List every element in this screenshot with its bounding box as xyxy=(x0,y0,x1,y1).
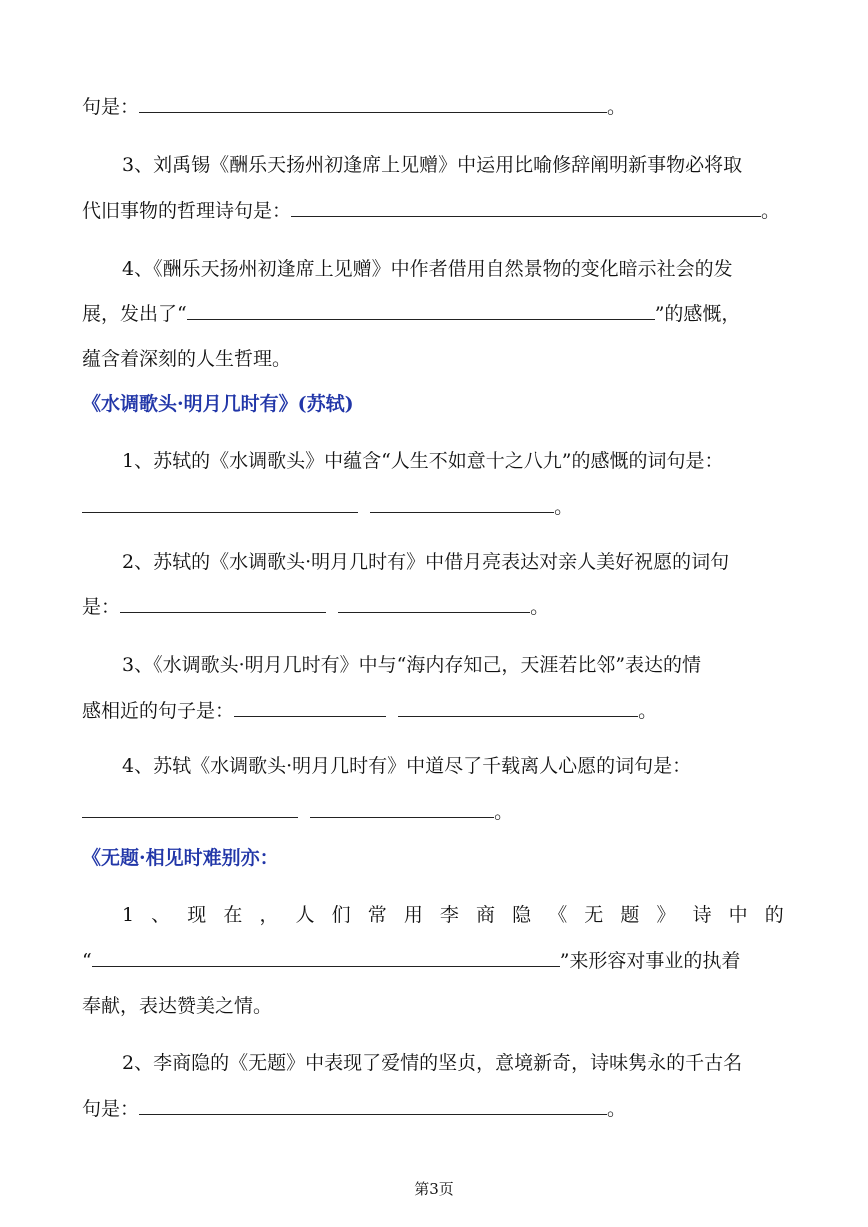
page-number: 第3页 xyxy=(414,1180,454,1198)
s2-q1-line2 xyxy=(82,494,784,520)
s2-q1-suffix: 。 xyxy=(554,496,574,518)
spaced-char: 、 xyxy=(151,904,171,926)
p3-line2 xyxy=(82,301,784,327)
p2-line2-suffix: 。 xyxy=(761,200,781,222)
answer-blank[interactable] xyxy=(291,198,761,217)
answer-blank[interactable] xyxy=(398,698,638,717)
s2-q3-suffix: 。 xyxy=(638,700,658,722)
spaced-char: 在 xyxy=(223,904,243,926)
s2-q3-prefix: 感相近的句子是： xyxy=(82,700,235,722)
spaced-char: 的 xyxy=(764,904,784,926)
spaced-char: 无 xyxy=(584,904,604,926)
p3-line1: 4、《酬乐天扬州初逢席上见赠》中作者借用自然景物的变化暗示社会的发 xyxy=(122,258,733,280)
spaced-char: 人 xyxy=(295,904,315,926)
s3-q2-line1: 2、李商隐的《无题》中表现了爱情的坚贞，意境新奇，诗味隽永的千古名 xyxy=(122,1052,743,1074)
spaced-char: 》 xyxy=(656,904,676,926)
s3-q1-suffix: ”来形容对事业的执着 xyxy=(559,950,741,972)
s3-q2-suffix: 。 xyxy=(607,1098,627,1120)
spaced-char: 中 xyxy=(728,904,748,926)
spaced-char: 用 xyxy=(403,904,423,926)
p1-line xyxy=(82,94,784,120)
s3-q1-line3: 奉献，表达赞美之情。 xyxy=(82,995,273,1017)
s2-q2-prefix: 是： xyxy=(82,596,121,618)
p3-line2-suffix: ”的感慨， xyxy=(654,303,741,325)
spaced-char: 商 xyxy=(476,904,496,926)
s3-q2-line2 xyxy=(82,1096,784,1122)
answer-blank[interactable] xyxy=(338,594,530,613)
answer-blank[interactable] xyxy=(82,799,298,818)
s2-q3-line2 xyxy=(82,698,784,724)
s2-q4-line2 xyxy=(82,799,784,825)
answer-blank[interactable] xyxy=(310,799,494,818)
s2-q4-suffix: 。 xyxy=(494,801,514,823)
p3-line3: 蕴含着深刻的人生哲理。 xyxy=(82,348,292,370)
s3-q2-prefix: 句是： xyxy=(82,1098,140,1120)
section-heading-shuidiaogetou: 《水调歌头·明月几时有》(苏轼) xyxy=(82,393,354,415)
answer-blank[interactable] xyxy=(82,494,358,513)
p2-line1: 3、刘禹锡《酬乐天扬州初逢席上见赠》中运用比喻修辞阐明新事物必将取 xyxy=(122,154,743,176)
p2-line2 xyxy=(82,198,784,224)
spaced-char: 现 xyxy=(187,904,207,926)
s2-q2-suffix: 。 xyxy=(530,596,550,618)
s2-q3-line1: 3、《水调歌头·明月几时有》中与“海内存知己，天涯若比邻”表达的情 xyxy=(122,654,702,676)
answer-blank[interactable] xyxy=(139,94,607,113)
s3-q1-prefix: “ xyxy=(82,950,92,972)
p1-suffix: 。 xyxy=(607,96,627,118)
s2-q1-line1: 1、苏轼的《水调歌头》中蕴含“人生不如意十之八九”的感慨的词句是： xyxy=(122,450,724,472)
answer-blank[interactable] xyxy=(120,594,326,613)
spaced-char: ， xyxy=(259,904,279,926)
s2-q4-line1: 4、苏轼《水调歌头·明月几时有》中道尽了千载离人心愿的词句是： xyxy=(122,755,692,777)
spaced-char: 常 xyxy=(367,904,387,926)
s3-q1-line1 xyxy=(122,902,784,928)
spaced-char: 诗 xyxy=(692,904,712,926)
s2-q2-line2 xyxy=(82,594,784,620)
spaced-char: 们 xyxy=(331,904,351,926)
spaced-char: 1 xyxy=(122,904,135,926)
answer-blank[interactable] xyxy=(370,494,554,513)
p3-line2-prefix: 展，发出了“ xyxy=(82,303,187,325)
s3-q1-line2 xyxy=(82,948,784,974)
p2-line2-prefix: 代旧事物的哲理诗句是： xyxy=(82,200,292,222)
section-heading-wuti: 《无题·相见时难别亦： xyxy=(82,847,279,869)
answer-blank[interactable] xyxy=(92,948,560,967)
p1-prefix: 句是： xyxy=(82,96,140,118)
s2-q2-line1: 2、苏轼的《水调歌头·明月几时有》中借月亮表达对亲人美好祝愿的词句 xyxy=(122,551,730,573)
spaced-char: 李 xyxy=(439,904,459,926)
answer-blank[interactable] xyxy=(187,301,655,320)
answer-blank[interactable] xyxy=(234,698,386,717)
spaced-char: 题 xyxy=(620,904,640,926)
spaced-char: 隐 xyxy=(512,904,532,926)
answer-blank[interactable] xyxy=(139,1096,607,1115)
spaced-char: 《 xyxy=(548,904,568,926)
